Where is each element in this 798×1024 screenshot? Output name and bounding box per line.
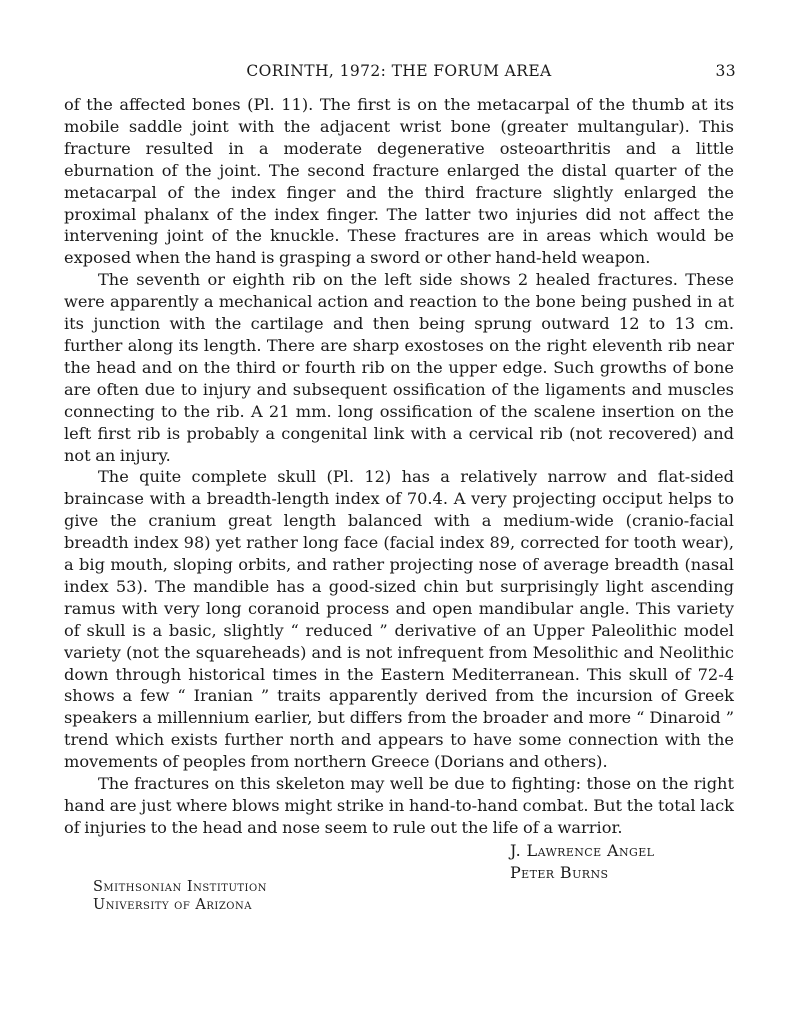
paragraph-skull: The quite complete skull (Pl. 12) has a relatively narrow and flat-sided braincase with a breadth-length index of 70.4. A very projecting occiput helps to give the cranium great length balanced with a medium-wide (cranio-facial breadth index 98) yet rather long face (facial index 89, corrected for tooth wear), a big mouth, sloping orbits, and rather projecting nose of average breadth (nasal index 53). The mandible has a good-sized chin but surprisingly light ascending ramus with very long coranoid process and open mandibular angle. This variety of skull is a basic, slightly “ reduced ” derivative of an Upper Paleolithic model variety (not the squareheads) and is not infrequent from Mesolithic and Neolithic down through historical times in the Eastern Mediterranean. This skull of 72-4 shows a few “ Iranian ” traits apparently derived from the incursion of Greek speakers a millennium earlier, but differs from the broader and more “ Dinaroid ” trend which exists further north and appears to have some connection with the movements of peoples from northern Greece (Dorians and others). — [64, 467, 734, 772]
author-name: J. Lawrence Angel — [510, 841, 655, 860]
affiliation-line: University of Arizona — [93, 897, 252, 913]
paragraph-fractures-conclusion: The fractures on this skeleton may well be due to fighting: those on the right hand are just where blows might strike in hand-to-hand combat. But the total lack of injuries to the head and nose seem to rule out the life of a warrior. — [64, 774, 734, 837]
author-name: Peter Burns — [510, 863, 609, 882]
author-signature — [510, 840, 654, 884]
paragraph-continued: of the affected bones (Pl. 11). The first is on the metacarpal of the thumb at its mobile saddle joint with the adjacent wrist bone (greater multangular). This fracture resulted in a moderate degenerative osteoarthritis and a little eburnation of the joint. The second fracture enlarged the distal quarter of the metacarpal of the index finger and the third fracture slightly enlarged the proximal phalanx of the index finger. The latter two injuries did not affect the intervening joint of the knuckle. These fractures are in areas which would be exposed when the hand is grasping a sword or other hand-held weapon. — [64, 95, 734, 268]
page-number: 33 — [715, 62, 736, 80]
page — [64, 58, 736, 913]
author-affiliation — [93, 878, 267, 914]
body-text — [64, 94, 734, 839]
affiliation-line: Smithsonian Institution — [93, 879, 267, 895]
running-title: CORINTH, 1972: THE FORUM AREA — [246, 62, 552, 80]
paragraph-rib-fractures: The seventh or eighth rib on the left side shows 2 healed fractures. These were apparently a mechanical action and reaction to the bone being pushed in at its junction with the cartilage and then being sprung outward 12 to 13 cm. further along its length. There are sharp exostoses on the right eleventh rib near the head and on the third or fourth rib on the upper edge. Such growths of bone are often due to injury and subsequent ossification of the ligaments and muscles connecting to the rib. A 21 mm. long ossification of the scalene insertion on the left first rib is probably a congenital link with a cervical rib (not recovered) and not an injury. — [64, 270, 734, 465]
running-head — [64, 58, 734, 88]
